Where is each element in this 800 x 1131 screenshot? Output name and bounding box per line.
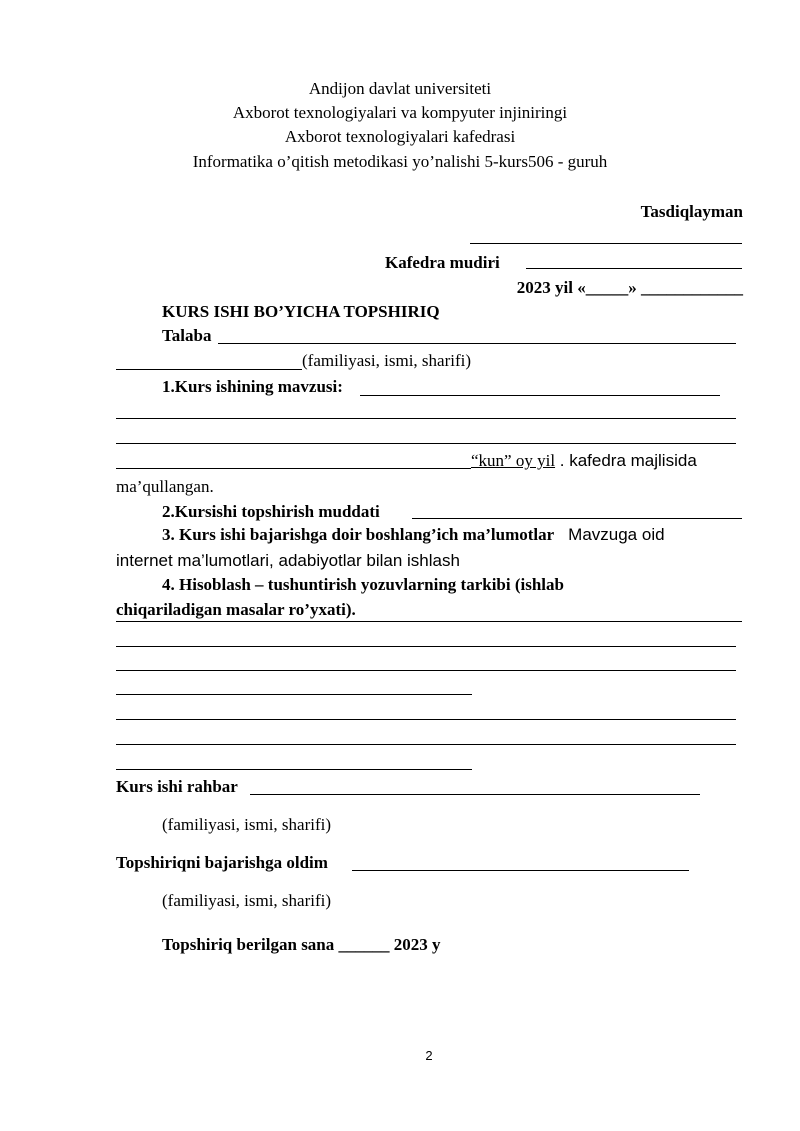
initial-data-label: 3. Kurs ishi bajarishga doir boshlang’ich ma’lumotlar	[162, 525, 555, 544]
topic-line-3	[116, 443, 736, 444]
initial-data-row	[162, 525, 665, 545]
calc-line-7	[116, 769, 472, 770]
calc-line-5	[116, 719, 736, 720]
supervisor-name-hint: (familiyasi, ismi, sharifi)	[162, 815, 332, 834]
calc-line-1	[116, 621, 742, 622]
topic-line-2	[116, 418, 736, 419]
meeting-date-phrase: “kun” oy yil	[471, 451, 556, 470]
supervisor-line	[250, 794, 700, 795]
topic-line-1	[360, 395, 720, 396]
head-of-department-label: Kafedra mudiri	[385, 253, 500, 272]
supervisor-label: Kurs ishi rahbar	[116, 777, 238, 796]
student-name-hint: (familiyasi, ismi, sharifi)	[302, 351, 472, 370]
initial-data-value-2: internet ma’lumotlari, adabiyotlar bilan ishlash	[116, 551, 460, 570]
page-number: 2	[425, 1048, 433, 1063]
group-info: Informatika o’qitish metodikasi yo’nalishi 5-kurs506 - guruh	[192, 152, 608, 171]
meeting-date	[471, 451, 697, 471]
faculty-name: Axborot texnologiyalari va kompyuter injiniringi	[232, 103, 568, 122]
calc-label-line-1: 4. Hisoblash – tushuntirish yozuvlarning tarkibi (ishlab	[162, 575, 564, 594]
approval-signature-line	[470, 243, 742, 244]
initial-data-value-1: Mavzuga oid	[568, 525, 665, 544]
student-name-line-2	[116, 369, 302, 370]
calc-line-3	[116, 670, 736, 671]
calc-line-2	[116, 646, 736, 647]
topic-line-4	[116, 468, 471, 469]
student-label: Talaba	[162, 326, 212, 345]
issue-date: Topshiriq berilgan sana ______ 2023 y	[162, 935, 441, 954]
approved-text: ma’qullangan.	[116, 477, 214, 496]
deadline-label: 2.Kursishi topshirish muddati	[162, 502, 380, 521]
deadline-line	[412, 518, 742, 519]
calc-line-6	[116, 744, 736, 745]
approval-title: Tasdiqlayman	[640, 202, 743, 221]
meeting-dept-text: . kafedra majlisida	[555, 451, 697, 470]
accepted-name-hint: (familiyasi, ismi, sharifi)	[162, 891, 332, 910]
department-name: Axborot texnologiyalari kafedrasi	[284, 127, 516, 146]
accepted-line	[352, 870, 689, 871]
assignment-title: KURS ISHI BO’YICHA TOPSHIRIQ	[162, 302, 440, 321]
accepted-label: Topshiriqni bajarishga oldim	[116, 853, 328, 872]
topic-label: 1.Kurs ishining mavzusi:	[162, 377, 343, 396]
calc-line-4	[116, 694, 472, 695]
student-name-line	[218, 343, 736, 344]
calc-label-line-2: chiqariladigan masalar ro’yxati).	[116, 600, 356, 619]
university-name: Andijon davlat universiteti	[308, 79, 492, 98]
head-signature-line	[526, 268, 742, 269]
approval-date: 2023 yil «_____» ____________	[516, 278, 743, 297]
